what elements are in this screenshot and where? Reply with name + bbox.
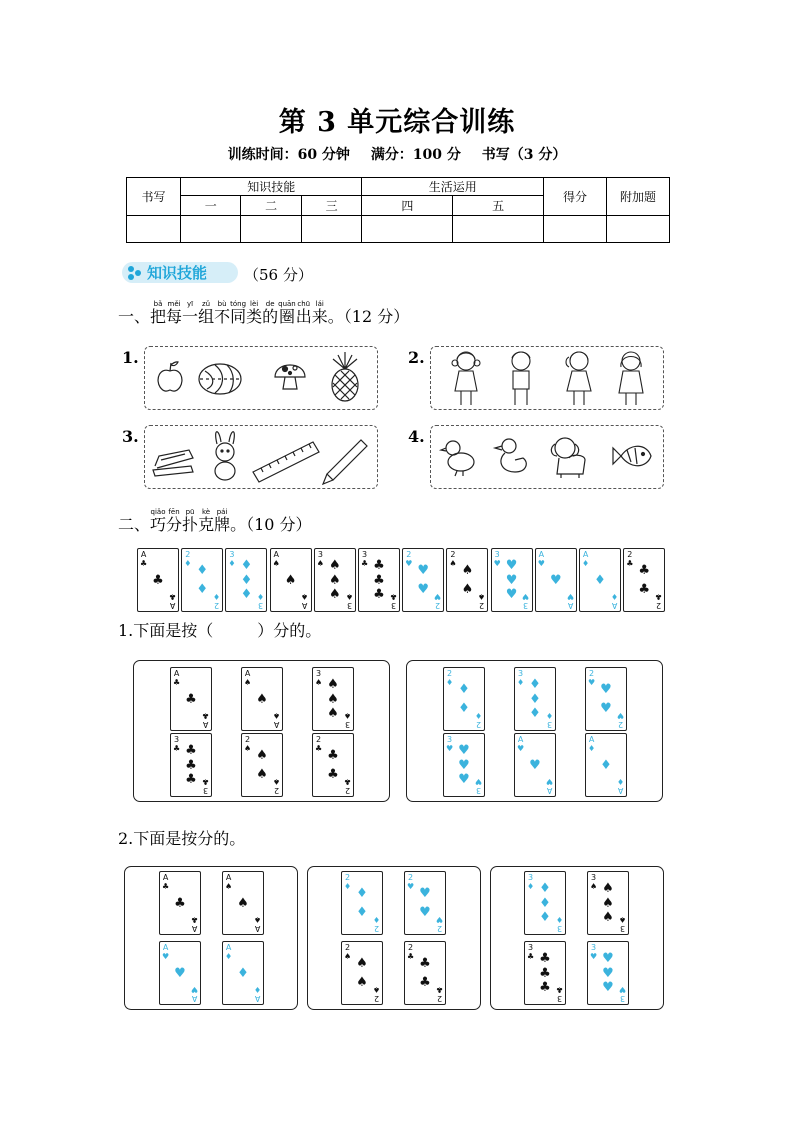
girl-icon bbox=[566, 352, 591, 405]
suit-pip: ♦ bbox=[529, 706, 541, 722]
card-rank: 2 ♣ bbox=[407, 943, 415, 961]
subtitle bbox=[0, 144, 794, 164]
ruby-word bbox=[296, 300, 312, 326]
card-rank: 2 ♦ bbox=[372, 915, 380, 933]
suit-pip: ♠ bbox=[327, 691, 339, 707]
suit-pip: ♠ bbox=[328, 557, 341, 573]
playing-card bbox=[443, 733, 485, 797]
card-rank: 2 ♥ bbox=[616, 711, 624, 729]
card-rank: 2 ♠ bbox=[478, 592, 486, 610]
suit-pip: ♥ bbox=[458, 742, 470, 758]
card-rank: 2 ♦ bbox=[446, 669, 454, 687]
group-3-box[interactable] bbox=[144, 425, 378, 489]
score-cell[interactable] bbox=[181, 216, 241, 243]
card-rank: 2 ♠ bbox=[449, 550, 457, 568]
suit-pip: ♦ bbox=[240, 557, 253, 573]
playing-card bbox=[585, 733, 627, 797]
pinyin: chū bbox=[297, 300, 311, 308]
playing-card bbox=[225, 548, 267, 612]
boy-icon bbox=[512, 352, 530, 405]
playing-card bbox=[404, 941, 446, 1005]
girl-icon bbox=[619, 352, 643, 405]
card-rank: 3 ♣ bbox=[361, 550, 369, 568]
section-name: 知识技能 bbox=[147, 264, 208, 282]
playing-card bbox=[241, 667, 283, 731]
playing-card bbox=[159, 941, 201, 1005]
card-rank: 3 ♦ bbox=[555, 915, 563, 933]
card-rank: 3 ♦ bbox=[517, 669, 525, 687]
card-rank: 2 ♣ bbox=[626, 550, 634, 568]
fish-icon bbox=[613, 446, 651, 466]
col-score: 得分 bbox=[544, 178, 607, 216]
playing-card bbox=[587, 871, 629, 935]
sub2-group-1 bbox=[124, 866, 298, 1010]
hanzi: 分 bbox=[166, 515, 183, 534]
pinyin: pū bbox=[185, 508, 195, 516]
group-3-label: 3. bbox=[122, 427, 139, 446]
hanzi: 每 bbox=[166, 307, 183, 326]
suit-pip: ♣ bbox=[419, 955, 431, 971]
ruby-word bbox=[198, 508, 214, 534]
ruby-word bbox=[214, 508, 230, 534]
card-rank: 3 ♥ bbox=[493, 550, 501, 568]
suit-pip: ♦ bbox=[196, 562, 209, 578]
suit-pip: ♥ bbox=[600, 701, 612, 717]
suit-pip: ♣ bbox=[185, 772, 197, 788]
playing-card bbox=[137, 548, 179, 612]
suit-pip: ♥ bbox=[417, 582, 430, 598]
playing-card bbox=[514, 667, 556, 731]
card-rank: 2 ♥ bbox=[588, 669, 596, 687]
pinyin: quān bbox=[278, 300, 296, 308]
playing-card bbox=[341, 871, 383, 935]
hanzi: 一 bbox=[182, 307, 199, 326]
playing-card bbox=[358, 548, 400, 612]
suit-pip: ♠ bbox=[256, 767, 268, 783]
suit-pip: ♦ bbox=[529, 676, 541, 692]
suit-pip: ♦ bbox=[196, 582, 209, 598]
ruby-word bbox=[262, 300, 278, 326]
suit-pip: ♣ bbox=[373, 572, 385, 588]
card-rank: 3 ♠ bbox=[343, 711, 351, 729]
card-rank: A ♠ bbox=[244, 669, 252, 687]
suit-pip: ♠ bbox=[237, 895, 249, 911]
playing-card bbox=[579, 548, 621, 612]
pinyin: pái bbox=[216, 508, 228, 516]
suit-pip: ♠ bbox=[356, 975, 368, 991]
playing-card bbox=[341, 941, 383, 1005]
card-rank: A ♥ bbox=[566, 592, 574, 610]
card-rank: A ♣ bbox=[140, 550, 148, 568]
score-cell[interactable] bbox=[607, 216, 670, 243]
ruby-word bbox=[182, 508, 198, 534]
playing-card bbox=[585, 667, 627, 731]
playing-card bbox=[314, 548, 356, 612]
group-1-label: 1. bbox=[122, 348, 139, 367]
hanzi: 巧 bbox=[150, 515, 167, 534]
suit-pip: ♥ bbox=[458, 772, 470, 788]
suit-pip: ♠ bbox=[328, 587, 341, 603]
suit-pip: ♦ bbox=[529, 691, 541, 707]
card-rank: 3 ♦ bbox=[527, 873, 535, 891]
dots-icon bbox=[126, 265, 142, 281]
suit-pip: ♥ bbox=[600, 681, 612, 697]
card-rank: 3 ♥ bbox=[618, 985, 626, 1003]
sub1-before: 1.下面是按（ bbox=[118, 621, 214, 640]
card-rank: A ♦ bbox=[225, 943, 233, 961]
pinyin: qiǎo bbox=[150, 508, 166, 516]
card-rank: 2 ♦ bbox=[213, 592, 221, 610]
rabbit-icon bbox=[215, 432, 235, 480]
suit-pip: ♠ bbox=[461, 562, 474, 578]
pinyin: fēn bbox=[168, 508, 180, 516]
chick-icon bbox=[441, 441, 474, 476]
playing-card bbox=[159, 871, 201, 935]
ruby-word bbox=[278, 300, 296, 326]
suit-pip: ♣ bbox=[638, 562, 651, 578]
score-cell[interactable] bbox=[544, 216, 607, 243]
card-rank: 2 ♦ bbox=[344, 873, 352, 891]
card-rank: 2 ♠ bbox=[272, 777, 280, 795]
card-rank: A ♣ bbox=[201, 711, 209, 729]
pinyin: lái bbox=[315, 300, 324, 308]
hanzi: 把 bbox=[150, 307, 167, 326]
suit-pip: ♠ bbox=[327, 706, 339, 722]
sub-question-1 bbox=[118, 618, 321, 641]
training-time: 训练时间：60 分钟 bbox=[227, 147, 350, 163]
card-rank: A ♣ bbox=[173, 669, 181, 687]
suit-pip: ♣ bbox=[185, 757, 197, 773]
card-rank: 3 ♠ bbox=[316, 550, 324, 568]
card-rank: 3 ♥ bbox=[474, 777, 482, 795]
question-1 bbox=[118, 300, 409, 326]
pencil-icon bbox=[323, 440, 367, 484]
ruby-word bbox=[214, 300, 230, 326]
pinyin: tóng bbox=[230, 300, 247, 308]
q1-suffix: 。（12 分） bbox=[327, 307, 410, 326]
playing-card bbox=[170, 733, 212, 797]
score-cell[interactable] bbox=[301, 216, 362, 243]
suit-pip: ♦ bbox=[240, 587, 253, 603]
playing-card bbox=[222, 871, 264, 935]
card-rank: 2 ♥ bbox=[405, 550, 413, 568]
playing-card bbox=[524, 941, 566, 1005]
girl-icon bbox=[452, 352, 480, 405]
hanzi: 类 bbox=[246, 307, 263, 326]
score-cell[interactable] bbox=[453, 216, 544, 243]
puppy-icon bbox=[551, 438, 585, 478]
playing-card bbox=[491, 548, 533, 612]
card-rank: 3 ♠ bbox=[590, 873, 598, 891]
suit-pip: ♦ bbox=[539, 880, 551, 896]
card-rank: A ♦ bbox=[616, 777, 624, 795]
suit-pip: ♥ bbox=[602, 965, 614, 981]
card-rank: A ♥ bbox=[190, 985, 198, 1003]
suit-pip: ♦ bbox=[539, 910, 551, 926]
card-rank: A ♠ bbox=[253, 915, 261, 933]
card-rank: 2 ♣ bbox=[655, 592, 663, 610]
card-rank: A ♥ bbox=[517, 735, 525, 753]
suit-pip: ♥ bbox=[419, 905, 431, 921]
pineapple-icon bbox=[332, 352, 358, 401]
hanzi: 牌 bbox=[214, 515, 231, 534]
page-title: 第 3 单元综合训练 bbox=[278, 107, 516, 138]
card-rank: A ♥ bbox=[545, 777, 553, 795]
score-cell[interactable] bbox=[362, 216, 453, 243]
card-rank: A ♠ bbox=[272, 550, 280, 568]
suit-pip: ♦ bbox=[356, 905, 368, 921]
col-knowledge: 知识技能 bbox=[181, 178, 362, 196]
col-writing: 书写 bbox=[127, 178, 181, 216]
card-rank: A ♦ bbox=[582, 550, 590, 568]
hanzi: 出 bbox=[295, 307, 312, 326]
col-2: 二 bbox=[241, 196, 301, 216]
pinyin: kè bbox=[202, 508, 211, 516]
suit-pip: ♥ bbox=[602, 950, 614, 966]
suit-pip: ♠ bbox=[602, 880, 614, 896]
writing-score: 书写（3 分） bbox=[481, 147, 567, 163]
card-rank: 3 ♣ bbox=[173, 735, 181, 753]
card-rank: A ♦ bbox=[588, 735, 596, 753]
playing-card bbox=[241, 733, 283, 797]
ruby-word bbox=[230, 300, 246, 326]
playing-card bbox=[402, 548, 444, 612]
ruby-word bbox=[312, 300, 328, 326]
card-rank: 2 ♦ bbox=[474, 711, 482, 729]
group-2-label: 2. bbox=[408, 348, 425, 367]
score-cell[interactable] bbox=[127, 216, 181, 243]
suit-pip: ♦ bbox=[458, 701, 470, 717]
suit-pip: ♥ bbox=[505, 557, 518, 573]
suit-pip: ♦ bbox=[356, 885, 368, 901]
hanzi: 不 bbox=[214, 307, 231, 326]
suit-pip: ♣ bbox=[185, 691, 197, 707]
suit-pip: ♠ bbox=[356, 955, 368, 971]
sub-question-2: 2.下面是按分的。 bbox=[118, 829, 246, 848]
suit-pip: ♠ bbox=[256, 747, 268, 763]
suit-pip: ♠ bbox=[461, 582, 474, 598]
suit-pip: ♣ bbox=[327, 767, 339, 783]
hanzi: 组 bbox=[198, 307, 215, 326]
q1-prefix: 一、 bbox=[118, 307, 151, 326]
card-rank: 2 ♣ bbox=[315, 735, 323, 753]
hanzi: 同 bbox=[230, 307, 247, 326]
suit-pip: ♣ bbox=[539, 950, 551, 966]
suit-pip: ♥ bbox=[458, 757, 470, 773]
ruby-word bbox=[182, 300, 198, 326]
suit-pip: ♦ bbox=[600, 757, 612, 773]
score-table bbox=[126, 177, 670, 243]
suit-pip: ♥ bbox=[549, 572, 562, 588]
suit-pip: ♣ bbox=[174, 895, 186, 911]
sub2-group-2 bbox=[307, 866, 481, 1010]
card-rank: A ♥ bbox=[537, 550, 545, 568]
ruby-word bbox=[198, 300, 214, 326]
ruby-word bbox=[150, 508, 166, 534]
suit-pip: ♠ bbox=[284, 572, 297, 588]
score-cell[interactable] bbox=[241, 216, 301, 243]
card-rank: 3 ♣ bbox=[555, 985, 563, 1003]
suit-pip: ♣ bbox=[419, 975, 431, 991]
group-2-box[interactable] bbox=[430, 346, 664, 410]
playing-card bbox=[514, 733, 556, 797]
ruby-word bbox=[166, 508, 182, 534]
playing-card bbox=[170, 667, 212, 731]
suit-pip: ♣ bbox=[539, 980, 551, 996]
suit-pip: ♣ bbox=[185, 742, 197, 758]
suit-pip: ♠ bbox=[327, 676, 339, 692]
pinyin: lèi bbox=[250, 300, 259, 308]
col-3: 三 bbox=[301, 196, 362, 216]
card-rank: 3 ♣ bbox=[201, 777, 209, 795]
suit-pip: ♦ bbox=[237, 965, 249, 981]
card-rank: 2 ♥ bbox=[434, 592, 442, 610]
playing-card bbox=[181, 548, 223, 612]
card-rank: A ♦ bbox=[253, 985, 261, 1003]
col-4: 四 bbox=[362, 196, 453, 216]
card-rank: A ♠ bbox=[272, 711, 280, 729]
playing-card bbox=[587, 941, 629, 1005]
card-rank: 2 ♠ bbox=[372, 985, 380, 1003]
pinyin: yī bbox=[187, 300, 194, 308]
hanzi: 扑 bbox=[182, 515, 199, 534]
watermelon-icon bbox=[199, 364, 241, 394]
card-rank: 2 ♦ bbox=[184, 550, 192, 568]
card-rank: A ♠ bbox=[225, 873, 233, 891]
ruby-word bbox=[246, 300, 262, 326]
suit-pip: ♣ bbox=[327, 747, 339, 763]
card-rank: 3 ♠ bbox=[618, 915, 626, 933]
suit-pip: ♠ bbox=[602, 895, 614, 911]
playing-card bbox=[404, 871, 446, 935]
card-rank: 3 ♣ bbox=[527, 943, 535, 961]
suit-pip: ♠ bbox=[602, 910, 614, 926]
pinyin: bǎ bbox=[153, 300, 163, 308]
playing-card bbox=[443, 667, 485, 731]
col-life: 生活运用 bbox=[362, 178, 544, 196]
suit-pip: ♥ bbox=[419, 885, 431, 901]
suit-pip: ♦ bbox=[594, 572, 606, 588]
suit-pip: ♥ bbox=[602, 980, 614, 996]
suit-pip: ♥ bbox=[174, 965, 186, 981]
group-4-label: 4. bbox=[408, 427, 425, 446]
hanzi: 克 bbox=[198, 515, 215, 534]
ruby-word bbox=[166, 300, 182, 326]
suit-pip: ♥ bbox=[417, 562, 430, 578]
apple-icon bbox=[158, 362, 182, 391]
suit-pip: ♦ bbox=[458, 681, 470, 697]
suit-pip: ♣ bbox=[152, 572, 164, 588]
card-rank: A ♥ bbox=[162, 943, 170, 961]
section-points: （56 分） bbox=[244, 266, 313, 284]
pinyin: měi bbox=[167, 300, 181, 308]
playing-card bbox=[270, 548, 312, 612]
suit-pip: ♥ bbox=[505, 572, 518, 588]
sub1-after: ）分的。 bbox=[257, 621, 322, 640]
card-rank: 2 ♣ bbox=[435, 985, 443, 1003]
playing-card bbox=[524, 871, 566, 935]
card-rank: 3 ♦ bbox=[228, 550, 236, 568]
playing-card bbox=[222, 941, 264, 1005]
group-1-box[interactable] bbox=[144, 346, 378, 410]
pinyin: bù bbox=[217, 300, 227, 308]
ruby-word bbox=[150, 300, 166, 326]
card-rank: 2 ♠ bbox=[344, 943, 352, 961]
full-score: 满分：100 分 bbox=[370, 147, 461, 163]
card-rank: 3 ♦ bbox=[545, 711, 553, 729]
playing-card bbox=[535, 548, 577, 612]
q2-suffix: 。（10 分） bbox=[230, 515, 312, 534]
q2-prefix: 二、 bbox=[118, 515, 151, 534]
suit-pip: ♦ bbox=[240, 572, 253, 588]
suit-pip: ♦ bbox=[539, 895, 551, 911]
suit-pip: ♣ bbox=[539, 965, 551, 981]
col-extra: 附加题 bbox=[607, 178, 670, 216]
suit-pip: ♥ bbox=[505, 587, 518, 603]
hanzi: 来 bbox=[311, 307, 328, 326]
suit-pip: ♥ bbox=[529, 757, 541, 773]
card-rank: 2 ♥ bbox=[435, 915, 443, 933]
card-rank: A ♣ bbox=[168, 592, 176, 610]
card-rank: 3 ♥ bbox=[590, 943, 598, 961]
card-rank: A ♦ bbox=[610, 592, 618, 610]
ruler-icon bbox=[253, 442, 319, 482]
card-rank: 3 ♥ bbox=[446, 735, 454, 753]
sub2-group-3 bbox=[490, 866, 664, 1010]
hanzi: 的 bbox=[262, 307, 279, 326]
suit-pip: ♣ bbox=[373, 587, 385, 603]
suit-pip: ♣ bbox=[373, 557, 385, 573]
pinyin: de bbox=[265, 300, 275, 308]
card-rank: 2 ♥ bbox=[407, 873, 415, 891]
col-1: 一 bbox=[181, 196, 241, 216]
playing-card bbox=[312, 733, 354, 797]
playing-card bbox=[623, 548, 665, 612]
card-rank: 3 ♦ bbox=[257, 592, 265, 610]
card-rank: 3 ♠ bbox=[345, 592, 353, 610]
card-rank: 2 ♣ bbox=[343, 777, 351, 795]
hanzi: 圈 bbox=[278, 307, 295, 326]
card-rank: 3 ♣ bbox=[389, 592, 397, 610]
card-rank: 3 ♠ bbox=[315, 669, 323, 687]
card-rank: 3 ♥ bbox=[522, 592, 530, 610]
duckling-icon bbox=[495, 439, 526, 472]
card-rank: A ♣ bbox=[162, 873, 170, 891]
suit-pip: ♠ bbox=[256, 691, 268, 707]
card-rank: 2 ♠ bbox=[244, 735, 252, 753]
mushroom-icon bbox=[275, 365, 305, 389]
card-rank: A ♠ bbox=[301, 592, 309, 610]
question-2 bbox=[118, 508, 312, 534]
suit-pip: ♣ bbox=[638, 582, 651, 598]
suit-pip: ♠ bbox=[328, 572, 341, 588]
playing-card bbox=[446, 548, 488, 612]
stapler-icon bbox=[153, 450, 193, 476]
playing-card bbox=[312, 667, 354, 731]
col-5: 五 bbox=[453, 196, 544, 216]
group-4-box[interactable] bbox=[430, 425, 664, 489]
pinyin: zǔ bbox=[202, 300, 211, 308]
card-rank: A ♣ bbox=[190, 915, 198, 933]
